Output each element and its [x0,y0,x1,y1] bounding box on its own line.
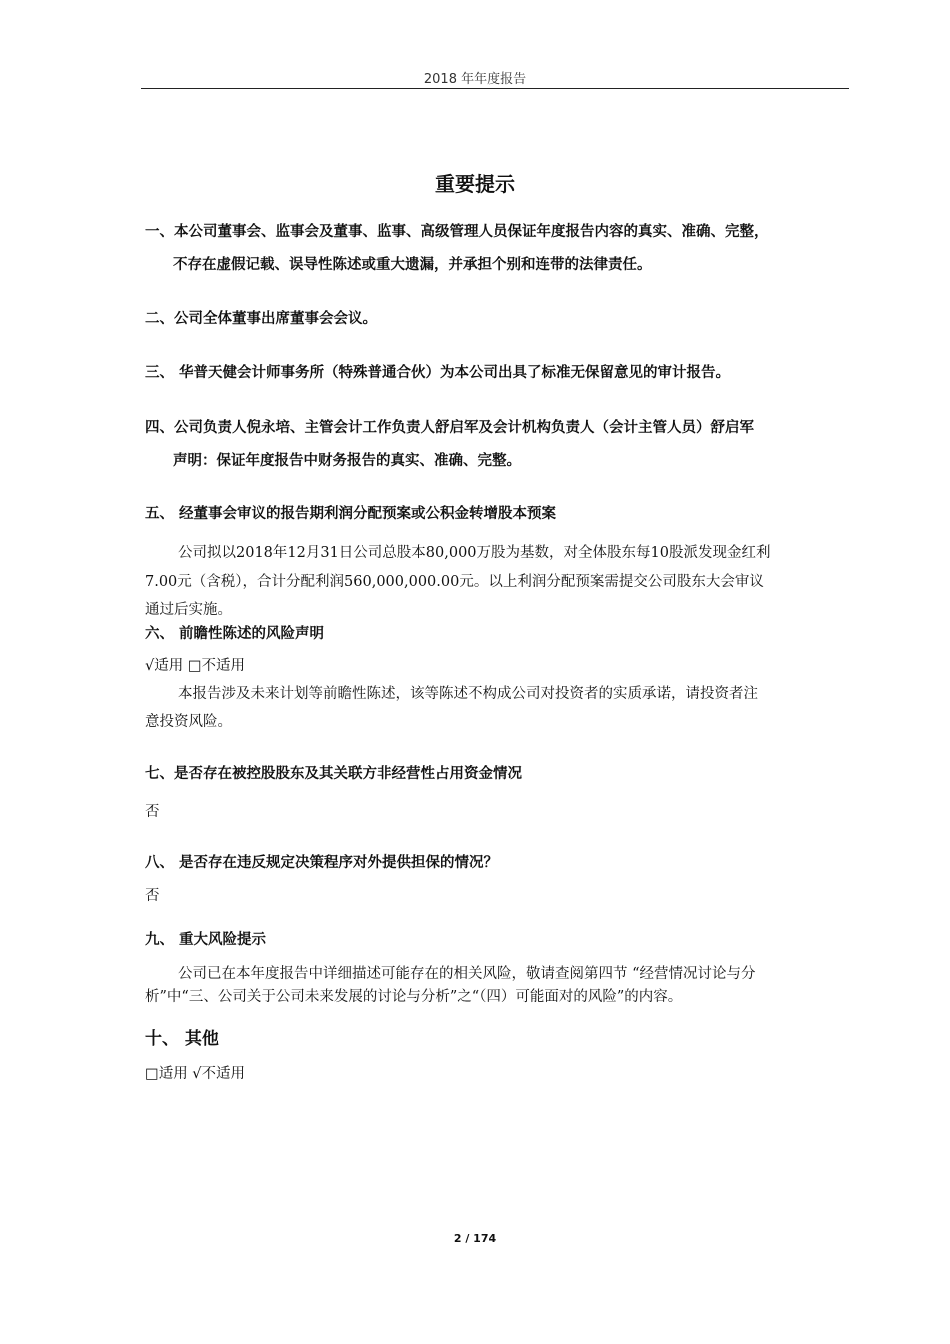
item-seven-heading: 七、是否存在被控股股东及其关联方非经营性占用资金情况 [145,766,522,782]
item-two: 二、公司全体董事出席董事会会议。 [145,311,377,327]
item-four-line2: 声明：保证年度报告中财务报告的真实、准确、完整。 [173,453,521,469]
item-five-heading: 五、 经董事会审议的报告期利润分配预案或公积金转增股本预案 [145,506,557,522]
item-nine-p2: 析”中“三、公司关于公司未来发展的讨论与分析”之“（四）可能面对的风险”的内容。 [145,989,683,1005]
item-nine-p1: 公司已在本年度报告中详细描述可能存在的相关风险，敬请查阅第四节 “经营情况讨论与分 [178,966,756,982]
item-ten-heading: 十、 其他 [145,1029,219,1049]
page-title: 重要提示 [435,172,515,196]
item-five-p1: 公司拟以2018年12月31日公司总股本80,000万股为基数，对全体股东每10股派发现金红利 [178,545,771,561]
item-one-line1: 一、本公司董事会、监事会及董事、监事、高级管理人员保证年度报告内容的真实、准确、完整， [145,224,769,240]
item-three: 三、 华普天健会计师事务所（特殊普通合伙）为本公司出具了标准无保留意见的审计报告。 [145,365,731,381]
item-five-p3: 通过后实施。 [145,602,232,618]
item-four-line1: 四、公司负责人倪永培、主管会计工作负责人舒启军及会计机构负责人（会计主管人员）舒启军 [145,420,754,436]
item-eight-answer: 否 [145,888,160,904]
item-one-line2: 不存在虚假记载、误导性陈述或重大遗漏，并承担个别和连带的法律责任。 [173,257,652,273]
item-six-p2: 意投资风险。 [145,714,232,730]
item-ten-check: □适用 √不适用 [145,1066,246,1082]
item-six-p1: 本报告涉及未来计划等前瞻性陈述，该等陈述不构成公司对投资者的实质承诺，请投资者注 [178,686,758,702]
item-six-heading: 六、 前瞻性陈述的风险声明 [145,626,325,642]
item-six-check: √适用 □不适用 [145,658,246,674]
header-title: 2018 年年度报告 [423,72,527,87]
item-eight-heading: 八、 是否存在违反规定决策程序对外提供担保的情况？ [145,855,499,871]
page-number: 2 / 174 [453,1232,497,1245]
item-five-p2: 7.00元（含税），合计分配利润560,000,000.00元。以上利润分配预案需提交公司股东大会审议 [145,574,764,590]
item-nine-heading: 九、 重大风险提示 [145,932,267,948]
header-rule [141,88,849,89]
item-seven-answer: 否 [145,804,160,820]
